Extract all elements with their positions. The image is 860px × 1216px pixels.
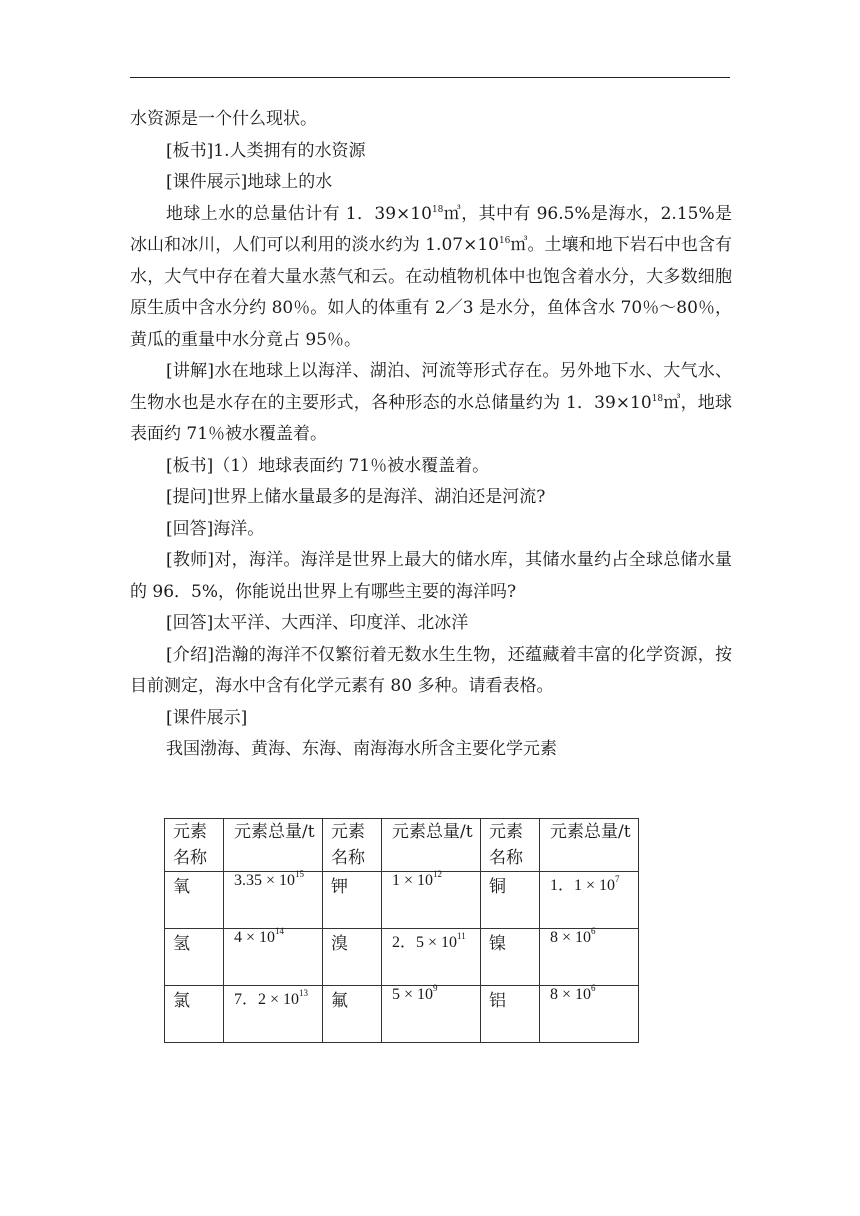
table-row (165, 872, 639, 929)
header-name-2: 元素名称 (323, 819, 382, 872)
element-amount: 1．$1 \times 10^7$ (540, 872, 639, 929)
element-amount: 7．$2 \times 10^{13}$ (224, 986, 323, 1043)
document-body (130, 104, 732, 766)
paragraph-earth-water: 地球上水的总量估计有 1．$39\times 10^{18}㎥$，其中有 96.5%是海水，2.15%是冰山和冰川，人们可以利用的淡水约为 $1.07\times 10^{16}㎥$。土壤和地下岩石中也含有水，大气中存在着大量水蒸气和云。在动植物机体中也饱含着水分，大多数细胞原生质中含水分约 80％。如人的体重有 2／3 是水分，鱼体含水 70％～80％，黄瓜的重量中水分竟占 95％。 (130, 203, 732, 350)
element-amount: $8 \times 10^6$ (540, 929, 639, 986)
paragraph-answer: [回答]海洋。 (166, 518, 265, 539)
element-name: 溴 (323, 929, 382, 986)
table-row (165, 986, 639, 1043)
elements-table (164, 818, 639, 1043)
element-name: 钾 (323, 872, 382, 929)
element-name: 铝 (481, 986, 540, 1043)
element-amount: $3.35 \times 10^{15}$ (224, 872, 323, 929)
element-name: 氧 (165, 872, 224, 929)
paragraph-answer-2: [回答]太平洋、大西洋、印度洋、北冰洋 (166, 613, 469, 633)
header-amount-1: 元素总量/t (224, 819, 323, 872)
table-header-row (165, 819, 639, 872)
paragraph-courseware: [课件展示]地球上的水 (166, 172, 333, 192)
paragraph-board-note-2: [板书]（1）地球表面约 71％被水覆盖着。 (166, 455, 490, 476)
element-name: 氟 (323, 986, 382, 1043)
element-name: 氯 (165, 986, 224, 1043)
element-name: 氢 (165, 929, 224, 986)
element-amount: 2．$5 \times 10^{11}$ (382, 929, 481, 986)
paragraph-explanation: [讲解]水在地球上以海洋、湖泊、河流等形式存在。另外地下水、大气水、生物水也是水存在的主要形式，各种形态的水总储量约为 1．$39\times 10^{18}㎥$，地球表面约 71％被水覆盖着。 (130, 361, 732, 444)
table-caption: 我国渤海、黄海、东海、南海海水所含主要化学元素 (166, 739, 557, 759)
header-name-1: 元素名称 (165, 819, 224, 872)
header-amount-3: 元素总量/t (540, 819, 639, 872)
element-amount: $4 \times 10^{14}$ (224, 929, 323, 986)
paragraph-teacher: [教师]对，海洋。海洋是世界上最大的储水库，其储水量约占全球总储水量的 96．5%，你能说出世界上有哪些主要的海洋吗? (130, 550, 732, 602)
element-amount: $1 \times 10^{12}$ (382, 872, 481, 929)
element-name: 镍 (481, 929, 540, 986)
element-amount: $8 \times 10^6$ (540, 986, 639, 1043)
table-row (165, 929, 639, 986)
paragraph-question: [提问]世界上储水量最多的是海洋、湖泊还是河流? (166, 487, 546, 507)
paragraph-board-note: [板书]1.人类拥有的水资源 (166, 140, 366, 161)
paragraph-introduction: [介绍]浩瀚的海洋不仅繁衍着无数水生生物，还蕴藏着丰富的化学资源，按目前测定，海水中含有化学元素有 80 多种。请看表格。 (130, 644, 732, 696)
header-amount-2: 元素总量/t (382, 819, 481, 872)
paragraph-intro: 水资源是一个什么现状。 (130, 109, 317, 129)
header-rule (130, 77, 730, 78)
element-name: 铜 (481, 872, 540, 929)
element-amount: $5 \times 10^9$ (382, 986, 481, 1043)
header-name-3: 元素名称 (481, 819, 540, 872)
paragraph-courseware-2: [课件展示] (166, 707, 248, 728)
